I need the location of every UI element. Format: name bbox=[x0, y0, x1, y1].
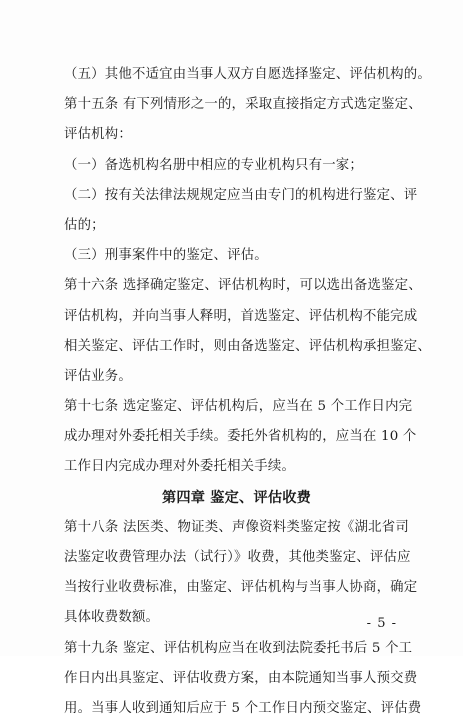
text-line: 具体收费数额。 bbox=[64, 610, 160, 626]
text-line: 评估机构： bbox=[64, 127, 132, 143]
text-line: 评估业务。 bbox=[64, 368, 132, 384]
text-line: （一）备选机构名册中相应的专业机构只有一家； bbox=[64, 157, 363, 173]
text-line: 相关鉴定、评估工作时，则由备选鉴定、评估机构承担鉴定、 bbox=[64, 338, 431, 354]
text-line: 第十六条 选择确定鉴定、评估机构时，可以选出备选鉴定、 bbox=[64, 278, 422, 294]
text-line: 法鉴定收费管理办法（试行）》收费，其他类鉴定、评估应 bbox=[64, 550, 411, 565]
text-line: （三）刑事案件中的鉴定、评估。 bbox=[64, 248, 268, 264]
text-line: 第十七条 选定鉴定、评估机构后，应当在 5 个工作日内完 bbox=[64, 399, 413, 415]
text-line: 成办理对外委托相关手续。委托外省机构的，应当在 10 个 bbox=[64, 429, 417, 445]
text-line: （二）按有关法律法规规定应当由专门的机构进行鉴定、评 bbox=[64, 187, 418, 203]
text-line: 第十八条 法医类、物证类、声像资料类鉴定按《湖北省司 bbox=[64, 519, 409, 535]
document-body bbox=[64, 60, 431, 724]
text-line: 工作日内完成办理对外委托相关手续。 bbox=[64, 459, 296, 475]
page-number: - 5 - bbox=[366, 616, 397, 631]
text-line: 第十五条 有下列情形之一的，采取直接指定方式选定鉴定、 bbox=[64, 97, 422, 113]
text-line: 当按行业收费标准，由鉴定、评估机构与当事人协商，确定 bbox=[64, 580, 418, 596]
chapter-heading: 第四章 鉴定、评估收费 bbox=[161, 489, 311, 506]
text-line: （五）其他不适宜由当事人双方自愿选择鉴定、评估机构的。 bbox=[64, 67, 431, 82]
text-line: 第十九条 鉴定、评估机构应当在收到法院委托书后 5 个工 bbox=[64, 640, 413, 656]
text-line: 作日内出具鉴定、评估收费方案，由本院通知当事人预交费 bbox=[64, 670, 418, 686]
text-line: 评估机构，并向当事人释明，首选鉴定、评估机构不能完成 bbox=[64, 308, 418, 324]
text-line: 估的； bbox=[64, 217, 105, 233]
text-line: 用。当事人收到通知后应于 5 个工作日内预交鉴定、评估费 bbox=[64, 700, 422, 716]
